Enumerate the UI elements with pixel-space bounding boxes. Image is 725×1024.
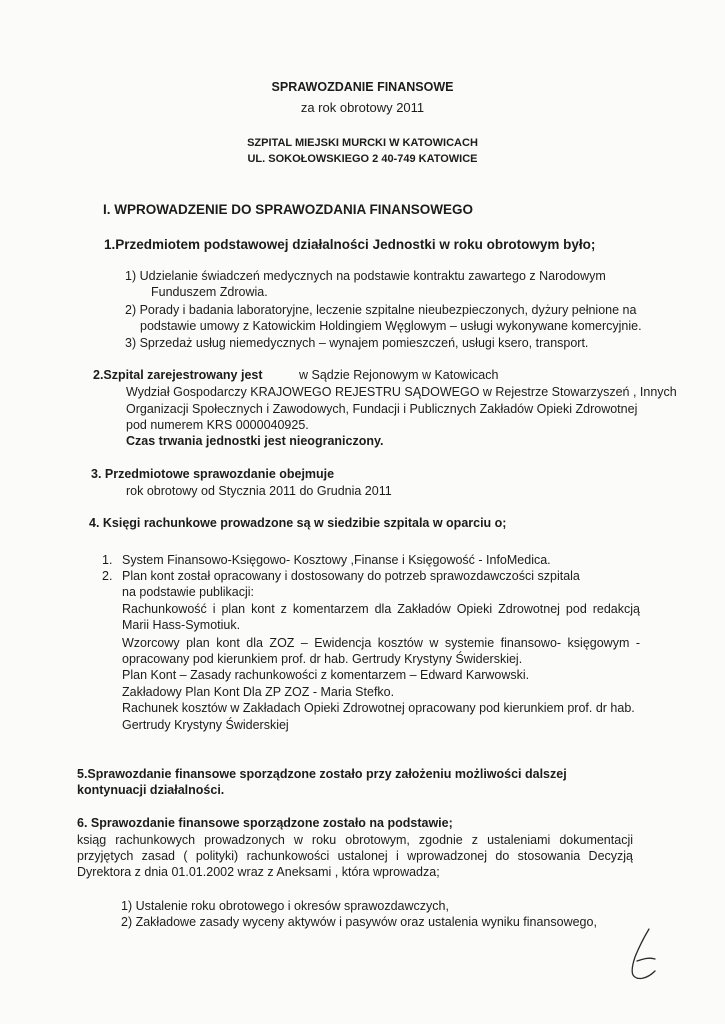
organization-address: UL. SOKOŁOWSKIEGO 2 40-749 KATOWICE	[247, 153, 478, 165]
point-4-item: Rachunek kosztów w Zakładach Opieki Zdrowotnej opracowany pod kierunkiem prof. dr hab.	[122, 701, 635, 715]
point-4-heading: 4. Księgi rachunkowe prowadzone są w siedzibie szpitala w oparciu o;	[89, 516, 507, 530]
point-4-item: opracowany pod kierunkiem prof. dr hab. Gertrudy Krystyny Świderskiej.	[122, 652, 523, 666]
list-number: 1.	[102, 553, 113, 567]
point-6-heading: 6. Sprawozdanie finansowe sporządzone zostało na podstawie;	[77, 816, 453, 830]
point-2-line: Organizacji Społecznych i Zawodowych, Fundacji i Publicznych Zakładów Opieki Zdrowotnej	[126, 402, 638, 416]
point-3-heading: 3. Przedmiotowe sprawozdanie obejmuje	[91, 467, 335, 481]
point-4-item: Gertrudy Krystyny Świderskiej	[122, 718, 289, 732]
point-4-item: Plan Kont – Zasady rachunkowości z komentarzem – Edward Karwowski.	[122, 668, 530, 682]
handwritten-initial	[625, 925, 665, 985]
point-3-line: rok obrotowy od Stycznia 2011 do Grudnia 2011	[126, 484, 392, 498]
point-6-item: 1) Ustalenie roku obrotowego i okresów sprawozdawczych,	[121, 899, 449, 913]
point-1-item: podstawie umowy z Katowickim Holdingiem Węglowym – usługi wykonywane komercyjnie.	[140, 319, 642, 333]
point-5-line: kontynuacji działalności.	[77, 783, 225, 797]
point-6-line: Dyrektora z dnia 01.01.2002 wraz z Aneksami , która wprowadza;	[77, 865, 440, 879]
point-1-heading: 1.Przedmiotem podstawowej działalności Jednostki w roku obrotowym było;	[104, 237, 596, 252]
point-2-line: pod numerem KRS 0000040925.	[126, 418, 309, 432]
point-4-item: Marii Hass-Symotiuk.	[122, 618, 241, 632]
report-title: SPRAWOZDANIE FINANSOWE	[271, 80, 454, 94]
organization-name: SZPITAL MIEJSKI MURCKI W KATOWICACH	[247, 137, 478, 149]
point-5-line: 5.Sprawozdanie finansowe sporządzone zostało przy założeniu możliwości dalszej	[77, 767, 567, 781]
point-6-line: przyjętych zasad ( polityki) rachunkowości ustalonej i wprowadzonej do stosowania Decyzją	[77, 849, 633, 863]
point-2-line: Wydział Gospodarczy KRAJOWEGO REJESTRU SĄDOWEGO w Rejestrze Stowarzyszeń , Innych	[126, 385, 677, 399]
point-4-item: System Finansowo-Księgowo- Kosztowy ,Finanse i Księgowość - InfoMedica.	[122, 553, 551, 567]
point-4-item: Rachunkowość i plan kont z komentarzem dla Zakładów Opieki Zdrowotnej pod redakcją	[122, 602, 640, 616]
report-year: za rok obrotowy 2011	[300, 100, 425, 115]
point-2-heading-cont: w Sądzie Rejonowym w Katowicach	[299, 368, 499, 382]
point-1-item: 3) Sprzedaż usług niemedycznych – wynajem pomieszczeń, usługi ksero, transport.	[125, 336, 589, 350]
section-title: I. WPROWADZENIE DO SPRAWOZDANIA FINANSOWEGO	[103, 202, 473, 217]
point-2-heading: 2.Szpital zarejestrowany jest	[93, 368, 263, 382]
point-4-item: Wzorcowy plan kont dla ZOZ – Ewidencja kosztów w systemie finansowo- księgowym -	[122, 636, 640, 650]
point-6-line: ksiąg rachunkowych prowadzonych w roku obrotowym, zgodnie z ustaleniami dokumentacji	[77, 833, 633, 847]
point-4-item: Zakładowy Plan Kont Dla ZP ZOZ - Maria Stefko.	[122, 685, 395, 699]
list-number: 2.	[102, 569, 113, 583]
point-1-item: Funduszem Zdrowia.	[151, 285, 268, 299]
point-4-item: na podstawie publikacji:	[122, 585, 255, 599]
point-2-line: Czas trwania jednostki jest nieograniczony.	[126, 434, 384, 448]
point-4-item: Plan kont został opracowany i dostosowany do potrzeb sprawozdawczości szpitala	[122, 569, 580, 583]
point-6-item: 2) Zakładowe zasady wyceny aktywów i pasywów oraz ustalenia wyniku finansowego,	[121, 915, 597, 929]
point-1-item: 1) Udzielanie świadczeń medycznych na podstawie kontraktu zawartego z Narodowym	[125, 269, 606, 283]
point-1-item: 2) Porady i badania laboratoryjne, leczenie szpitalne nieubezpieczonych, dyżury pełnione na	[125, 303, 637, 317]
